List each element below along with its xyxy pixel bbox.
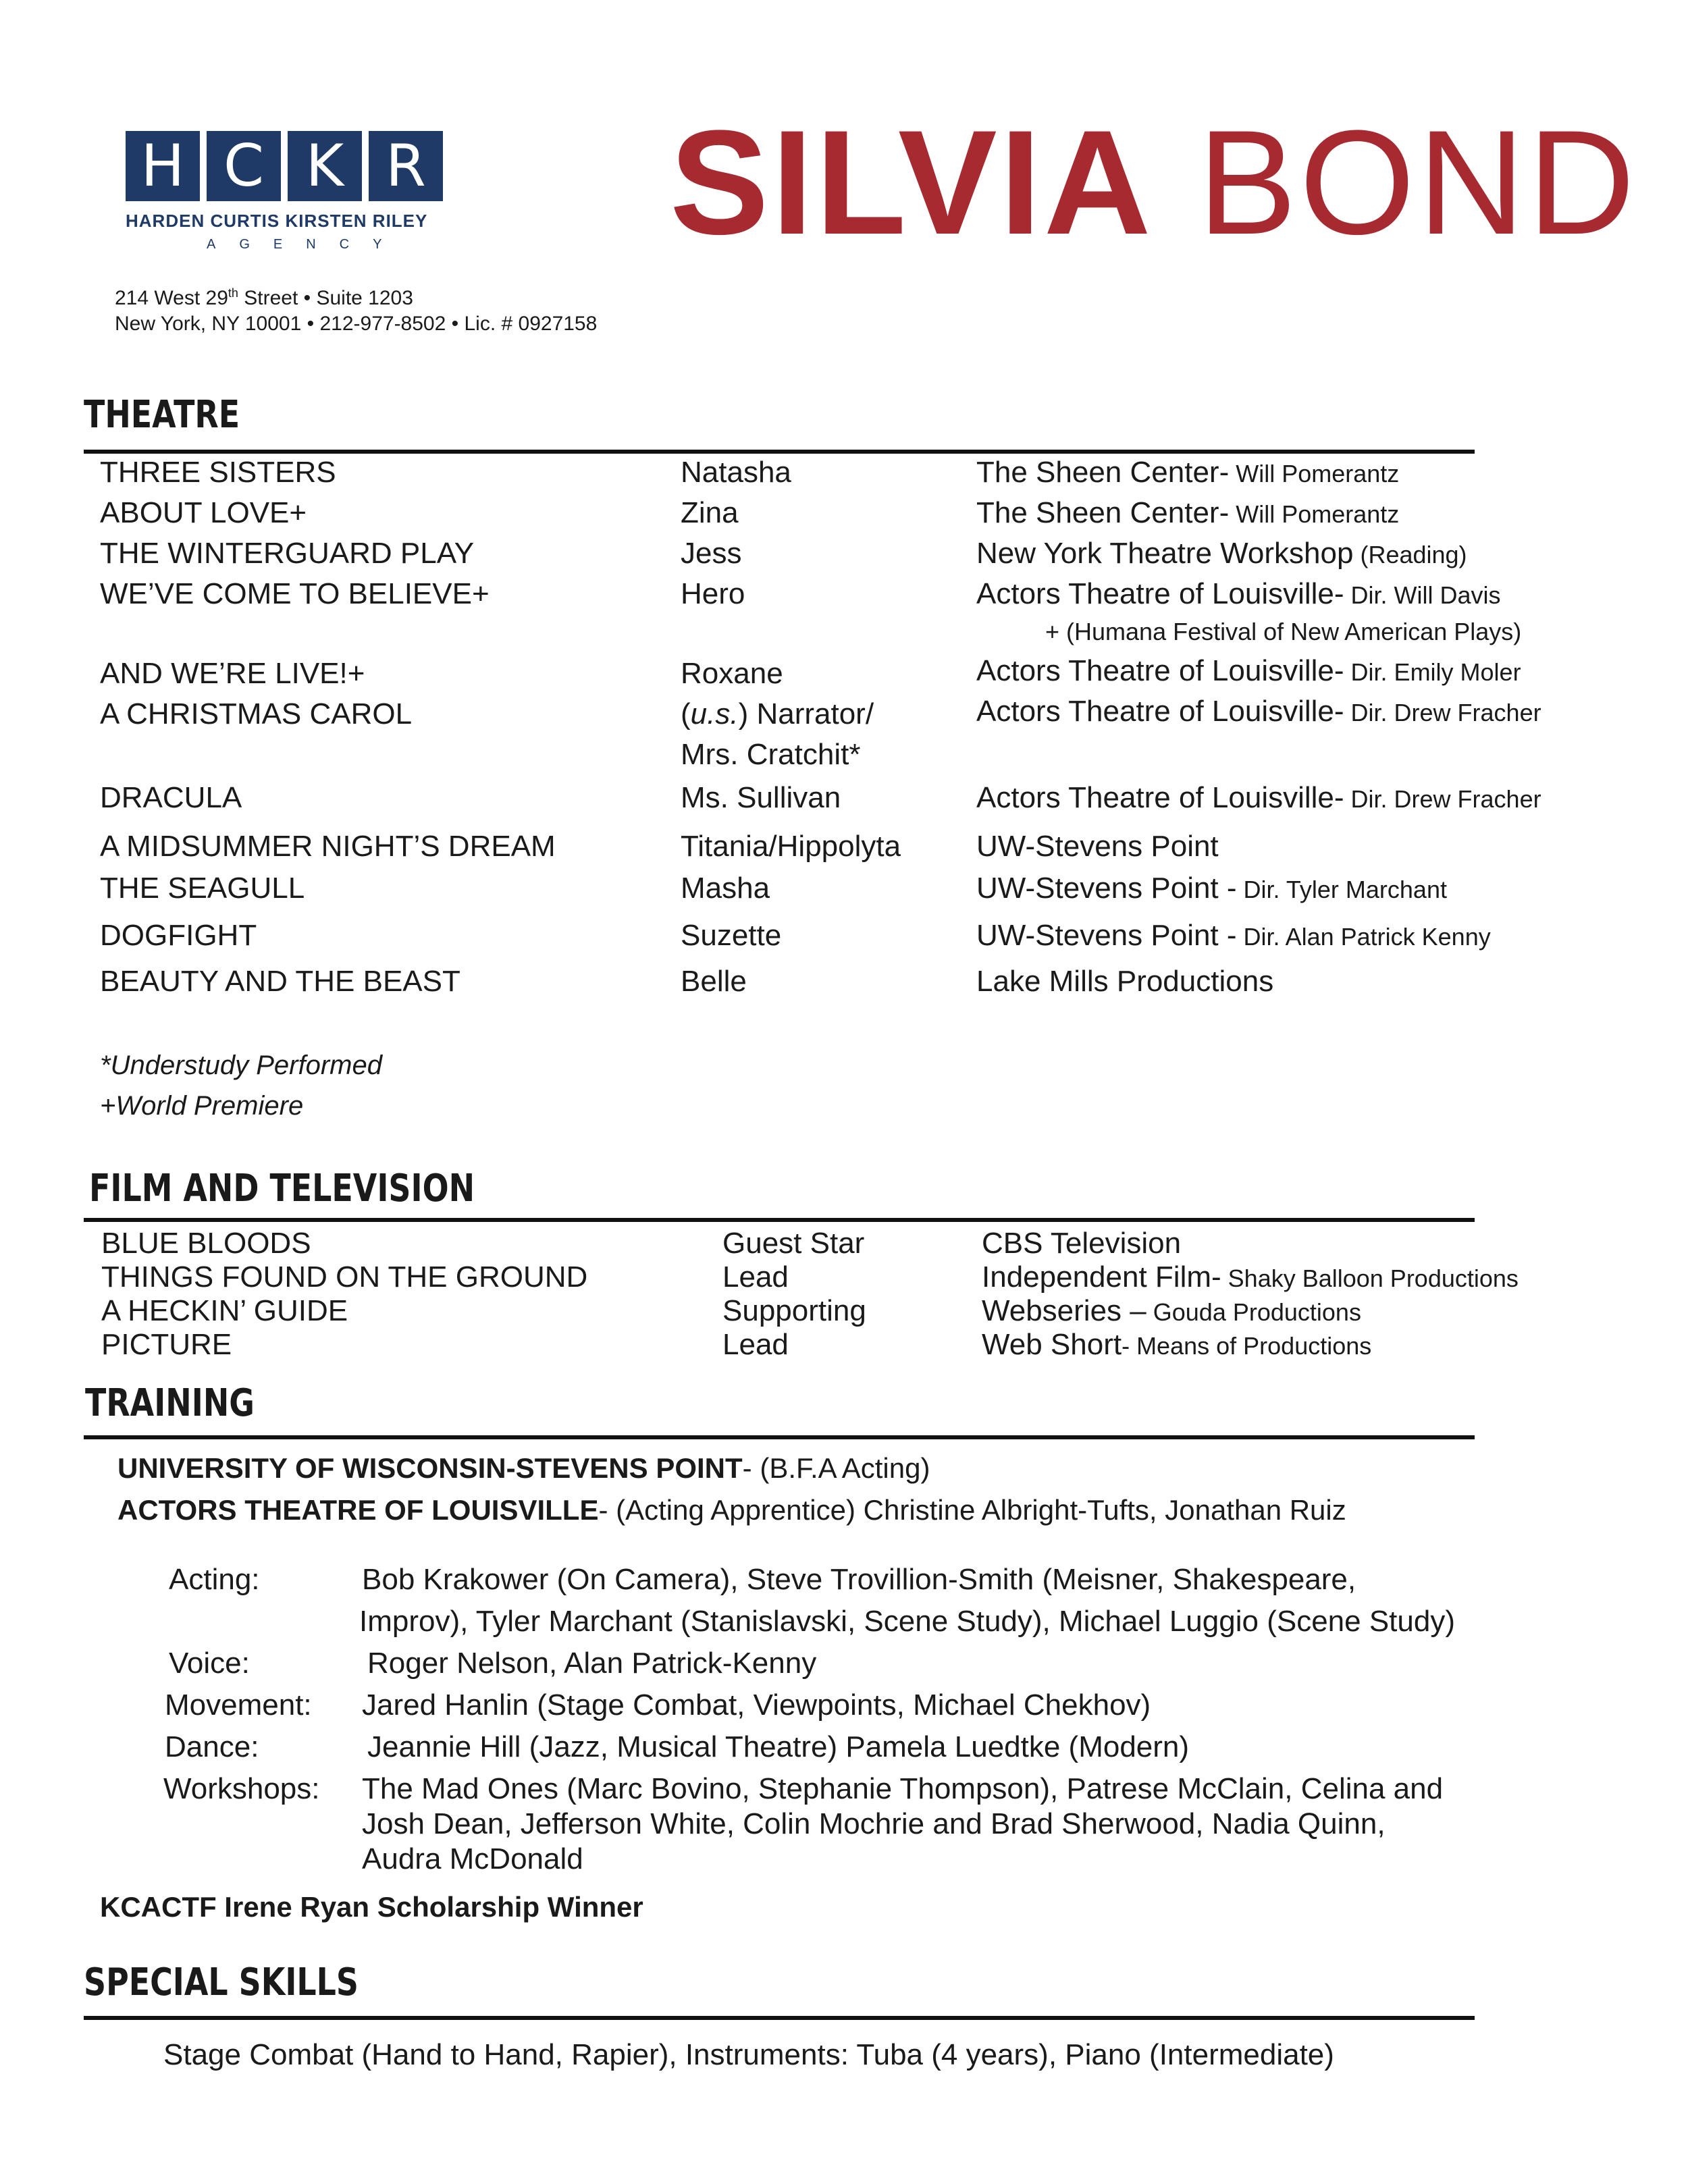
theatre-show: THE WINTERGUARD PLAY	[100, 537, 475, 570]
award: KCACTF Irene Ryan Scholarship Winner	[100, 1891, 643, 1923]
theatre-role: Zina	[681, 496, 739, 529]
theatre-venue	[976, 695, 1541, 728]
venue-text: CBS Television	[982, 1227, 1182, 1260]
theatre-role: (u.s.) Narrator/	[681, 697, 874, 730]
address-sup: th	[228, 286, 238, 300]
film-venue	[982, 1227, 1181, 1260]
venue-text: The Sheen Center-	[976, 456, 1230, 489]
theatre-role: Ms. Sullivan	[681, 781, 841, 814]
address-line-1	[115, 280, 597, 311]
venue-text: UW-Stevens Point -	[976, 919, 1237, 952]
skills-rule	[84, 2016, 1475, 2020]
training-detail: Improv), Tyler Marchant (Stanislavski, Scene Study), Michael Luggio (Scene Study)	[359, 1605, 1455, 1638]
training-detail: The Mad Ones (Marc Bovino, Stephanie Thompson), Patrese McClain, Celina and	[362, 1772, 1444, 1805]
director-text: Dir. Emily Moler	[1344, 658, 1521, 686]
agency-names: HARDEN CURTIS KIRSTEN RILEY	[126, 211, 428, 231]
theatre-venue	[976, 456, 1399, 489]
actor-name	[670, 99, 1638, 265]
film-role: Lead	[722, 1328, 789, 1361]
film-venue	[982, 1329, 1371, 1361]
training-label: Movement:	[165, 1688, 312, 1722]
agency-address	[115, 280, 597, 337]
theatre-show: THE SEAGULL	[100, 872, 305, 905]
venue-text: Independent Film-	[982, 1260, 1221, 1294]
humana-note: + (Humana Festival of New American Plays)	[1045, 618, 1522, 645]
skills-heading: SPECIAL SKILLS	[84, 1961, 359, 2004]
venue-text: Lake Mills Productions	[976, 965, 1274, 998]
theatre-venue	[976, 965, 1273, 998]
theatre-show: DRACULA	[100, 781, 242, 814]
last-name: BOND	[1197, 99, 1638, 265]
first-name: SILVIA	[670, 99, 1154, 265]
director-text: Dir. Alan Patrick Kenny	[1236, 923, 1491, 951]
training-label: Voice:	[169, 1647, 250, 1680]
logo-letter-boxes	[126, 131, 443, 201]
skills-text: Stage Combat (Hand to Hand, Rapier), Instruments: Tuba (4 years), Piano (Intermediate)	[163, 2038, 1334, 2071]
understudy-abbrev: u.s.	[690, 697, 739, 730]
film-show: THINGS FOUND ON THE GROUND	[101, 1260, 588, 1294]
training-detail: Jeannie Hill (Jazz, Musical Theatre) Pamela Luedtke (Modern)	[367, 1730, 1190, 1763]
director-text: Will Pomerantz	[1229, 500, 1400, 528]
address-line-2: New York, NY 10001 • 212-977-8502 • Lic. # 0927158	[115, 313, 598, 335]
director-text: Will Pomerantz	[1229, 460, 1400, 487]
film-rule	[84, 1218, 1475, 1222]
theatre-show: THREE SISTERS	[100, 456, 336, 489]
venue-text: Web Short	[982, 1328, 1122, 1361]
note-understudy: *Understudy Performed	[100, 1050, 382, 1080]
training-school-uwsp	[117, 1453, 930, 1484]
agency-word: AGENCY	[207, 237, 406, 252]
theatre-role-continued: Mrs. Cratchit*	[681, 738, 861, 771]
production-text: Gouda Productions	[1146, 1298, 1361, 1326]
production-text: Shaky Balloon Productions	[1221, 1264, 1519, 1292]
film-heading: FILM AND TELEVISION	[89, 1167, 475, 1210]
theatre-show: DOGFIGHT	[100, 919, 257, 952]
theatre-role: Roxane	[681, 657, 783, 690]
theatre-role: Masha	[681, 872, 770, 905]
theatre-venue	[976, 920, 1491, 952]
training-detail: Bob Krakower (On Camera), Steve Trovillion-Smith (Meisner, Shakespeare,	[362, 1563, 1356, 1596]
director-text: Dir. Will Davis	[1344, 581, 1501, 609]
venue-text: Actors Theatre of Louisville-	[976, 654, 1344, 687]
logo-letter-c: C	[207, 131, 281, 201]
director-text: Dir. Drew Fracher	[1344, 699, 1541, 726]
training-label: Acting:	[169, 1563, 260, 1596]
venue-text: UW-Stevens Point	[976, 830, 1219, 863]
school-name: UNIVERSITY OF WISCONSIN-STEVENS POINT	[117, 1452, 743, 1484]
training-detail: Josh Dean, Jefferson White, Colin Mochrie and Brad Sherwood, Nadia Quinn,	[362, 1807, 1386, 1840]
theatre-role: Suzette	[681, 919, 782, 952]
theatre-venue	[976, 537, 1467, 570]
training-detail: Audra McDonald	[362, 1842, 583, 1875]
theatre-show: BEAUTY AND THE BEAST	[100, 965, 460, 998]
training-heading: TRAINING	[85, 1381, 255, 1425]
venue-text: Webseries –	[982, 1294, 1146, 1327]
logo-letter-r: R	[369, 131, 443, 201]
address-street: 214 West 29	[115, 287, 228, 309]
production-text: - Means of Productions	[1122, 1332, 1372, 1360]
venue-text: Actors Theatre of Louisville-	[976, 781, 1344, 814]
school-detail: - (B.F.A Acting)	[742, 1452, 930, 1484]
theatre-show: A MIDSUMMER NIGHT’S DREAM	[100, 830, 556, 863]
theatre-role: Natasha	[681, 456, 791, 489]
director-text: (Reading)	[1353, 541, 1467, 568]
address-suite: Street • Suite 1203	[238, 287, 413, 309]
film-venue	[982, 1261, 1519, 1294]
training-detail: Jared Hanlin (Stage Combat, Viewpoints, Michael Chekhov)	[362, 1688, 1151, 1722]
theatre-show: A CHRISTMAS CAROL	[100, 697, 413, 730]
theatre-venue	[976, 578, 1501, 610]
note-world-premiere: +World Premiere	[100, 1091, 304, 1121]
training-label: Workshops:	[163, 1772, 320, 1805]
theatre-venue	[976, 497, 1399, 529]
training-school-atl	[117, 1495, 1346, 1526]
theatre-venue	[976, 782, 1541, 814]
venue-text: New York Theatre Workshop	[976, 537, 1354, 570]
film-venue	[982, 1295, 1361, 1327]
film-role: Supporting	[722, 1294, 866, 1327]
training-label: Dance:	[165, 1730, 259, 1763]
theatre-venue	[976, 872, 1447, 905]
theatre-show: WE’VE COME TO BELIEVE+	[100, 577, 490, 610]
director-text: Dir. Tyler Marchant	[1236, 876, 1447, 903]
film-show: BLUE BLOODS	[101, 1227, 311, 1260]
film-show: PICTURE	[101, 1328, 232, 1361]
director-text: Dir. Drew Fracher	[1344, 785, 1541, 813]
school-name: ACTORS THEATRE OF LOUISVILLE	[117, 1494, 599, 1526]
theatre-role: Jess	[681, 537, 742, 570]
theatre-venue	[976, 830, 1219, 863]
theatre-show: AND WE’RE LIVE!+	[100, 657, 365, 690]
logo-letter-k: K	[288, 131, 362, 201]
film-show: A HECKIN’ GUIDE	[101, 1294, 348, 1327]
logo-letter-h: H	[126, 131, 200, 201]
theatre-heading: THEATRE	[84, 393, 240, 437]
theatre-role: Titania/Hippolyta	[681, 830, 901, 863]
venue-text: Actors Theatre of Louisville-	[976, 695, 1344, 728]
venue-text: Actors Theatre of Louisville-	[976, 577, 1344, 610]
theatre-venue	[976, 655, 1521, 687]
theatre-show: ABOUT LOVE+	[100, 496, 307, 529]
venue-text: UW-Stevens Point -	[976, 872, 1237, 905]
theatre-role: Hero	[681, 577, 745, 610]
training-detail: Roger Nelson, Alan Patrick-Kenny	[367, 1647, 817, 1680]
theatre-role: Belle	[681, 965, 747, 998]
agency-logo	[126, 131, 443, 252]
film-role: Lead	[722, 1260, 789, 1294]
school-detail: - (Acting Apprentice) Christine Albright-Tufts, Jonathan Ruiz	[598, 1494, 1346, 1526]
theatre-rule	[84, 450, 1475, 454]
training-rule	[84, 1435, 1475, 1439]
venue-text: The Sheen Center-	[976, 496, 1230, 529]
film-role: Guest Star	[722, 1227, 865, 1260]
